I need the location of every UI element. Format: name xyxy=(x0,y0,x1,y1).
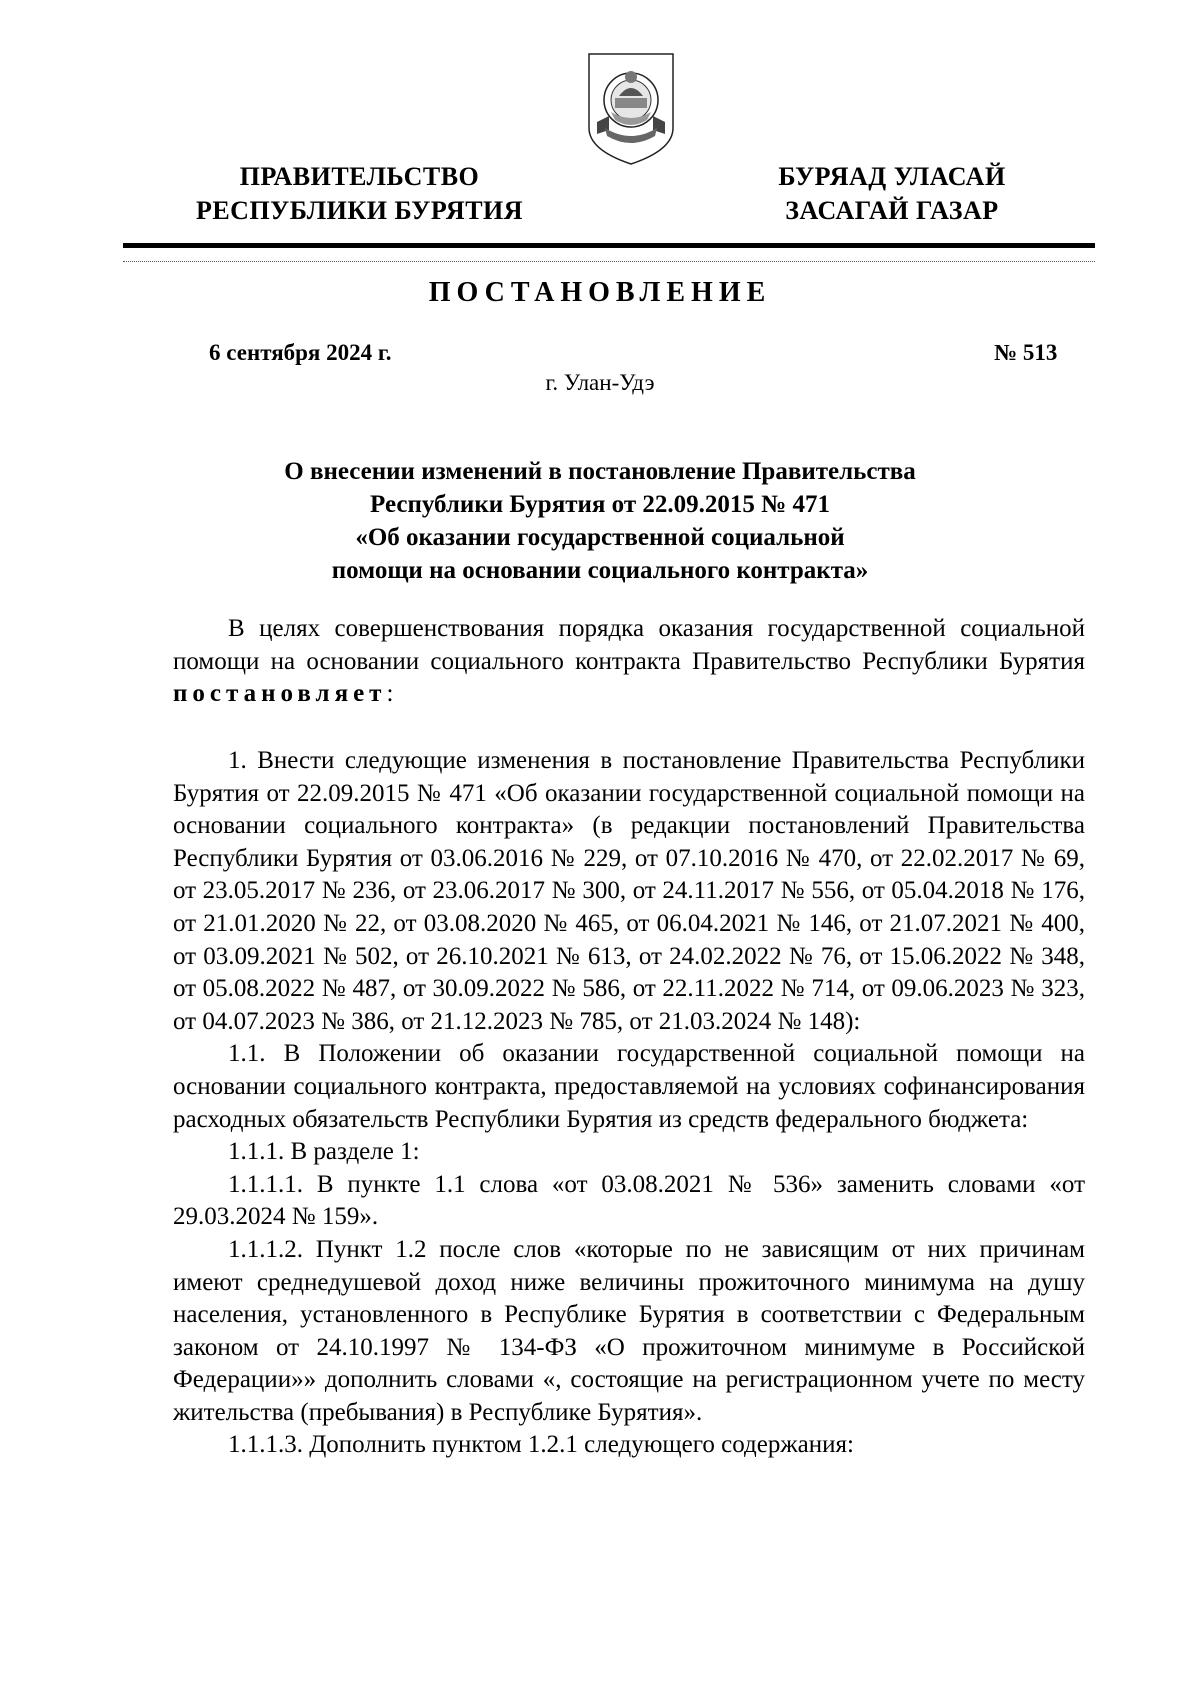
header-left-block xyxy=(152,160,567,228)
paragraph-1-1-1-1: 1.1.1.1. В пункте 1.1 слова «от 03.08.2021 № 536» заменить словами «от 29.03.2024 № 159». xyxy=(173,1170,1085,1231)
document-number: № 513 xyxy=(994,340,1058,365)
paragraph-1-1-1-3: 1.1.1.3. Дополнить пунктом 1.2.1 следующего содержания: xyxy=(228,1431,854,1459)
document-body xyxy=(173,745,1085,1462)
header-right-block xyxy=(742,160,1042,228)
title-line-2: Республики Бурятия от 22.09.2015 № 471 xyxy=(370,491,830,518)
header-left-line1: ПРАВИТЕЛЬСТВО xyxy=(239,162,480,191)
document-title xyxy=(200,455,1000,587)
document-type: ПОСТАНОВЛЕНИЕ xyxy=(428,277,772,308)
title-line-1: О внесении изменений в постановление Правительства xyxy=(284,458,916,485)
paragraph-1-1-1: 1.1.1. В разделе 1: xyxy=(228,1138,420,1166)
coat-of-arms-icon xyxy=(585,50,677,168)
header-right-line2: ЗАСАГАЙ ГАЗАР xyxy=(785,196,999,225)
preamble-paragraph xyxy=(173,613,1085,711)
paragraph-1-1: 1.1. В Положении об оказании государственной социальной помощи на основании социального контракта, предоставляемой на условиях софинансирования расходных обязательств Республики Бурятия из средств федерального бюджета: xyxy=(173,1040,1085,1133)
preamble-text: В целях совершенствования порядка оказания государственной социальной помощи на основании социального контракта Правительство Республики Бурятия xyxy=(173,615,1085,675)
preamble xyxy=(173,613,1085,711)
title-line-4: помощи на основании социального контракта» xyxy=(331,557,869,584)
document-date: 6 сентября 2024 г. xyxy=(209,340,392,365)
preamble-keyword: постановляет xyxy=(173,680,387,708)
title-line-3: «Об оказании государственной социальной xyxy=(355,524,845,551)
paragraph-1-1-1-2: 1.1.1.2. Пункт 1.2 после слов «которые по не зависящим от них причинам имеют среднедушевой доход ниже величины прожиточного минимума на душу населения, установленного в Республике Бурятия в соответствии с Федеральным законом от 24.10.1997 № 134-ФЗ «О прожиточном минимуме в Российской Федерации»» дополнить словами «, состоящие на регистрационном учете по месту жительства (пребывания) в Республике Бурятия». xyxy=(173,1235,1085,1426)
document-place: г. Улан-Удэ xyxy=(545,370,655,395)
header-divider-thick xyxy=(123,243,1095,248)
header-left-line2: РЕСПУБЛИКИ БУРЯТИЯ xyxy=(195,196,524,225)
preamble-punct: : xyxy=(386,680,394,708)
header-right-line1: БУРЯАД УЛАСАЙ xyxy=(778,162,1006,191)
header-divider-thin xyxy=(123,261,1095,262)
paragraph-1: 1. Внести следующие изменения в постановление Правительства Республики Бурятия от 22.09.2015 № 471 «Об оказании государственной социальной помощи на основании социального контракта» (в редакции постановлений Правительства Республики Бурятия от 03.06.2016 № 229, от 07.10.2016 № 470, от 22.02.2017 № 69, от 23.05.2017 № 236, от 23.06.2017 № 300, от 24.11.2017 № 556, от 05.04.2018 № 176, от 21.01.2020 № 22, от 03.08.2020 № 465, от 06.04.2021 № 146, от 21.07.2021 № 400, от 03.09.2021 № 502, от 26.10.2021 № 613, от 24.02.2022 № 76, от 15.06.2022 № 348, от 05.08.2022 № 487, от 30.09.2022 № 586, от 22.11.2022 № 714, от 09.06.2023 № 323, от 04.07.2023 № 386, от 21.12.2023 № 785, от 21.03.2024 № 148): xyxy=(173,747,1085,1035)
